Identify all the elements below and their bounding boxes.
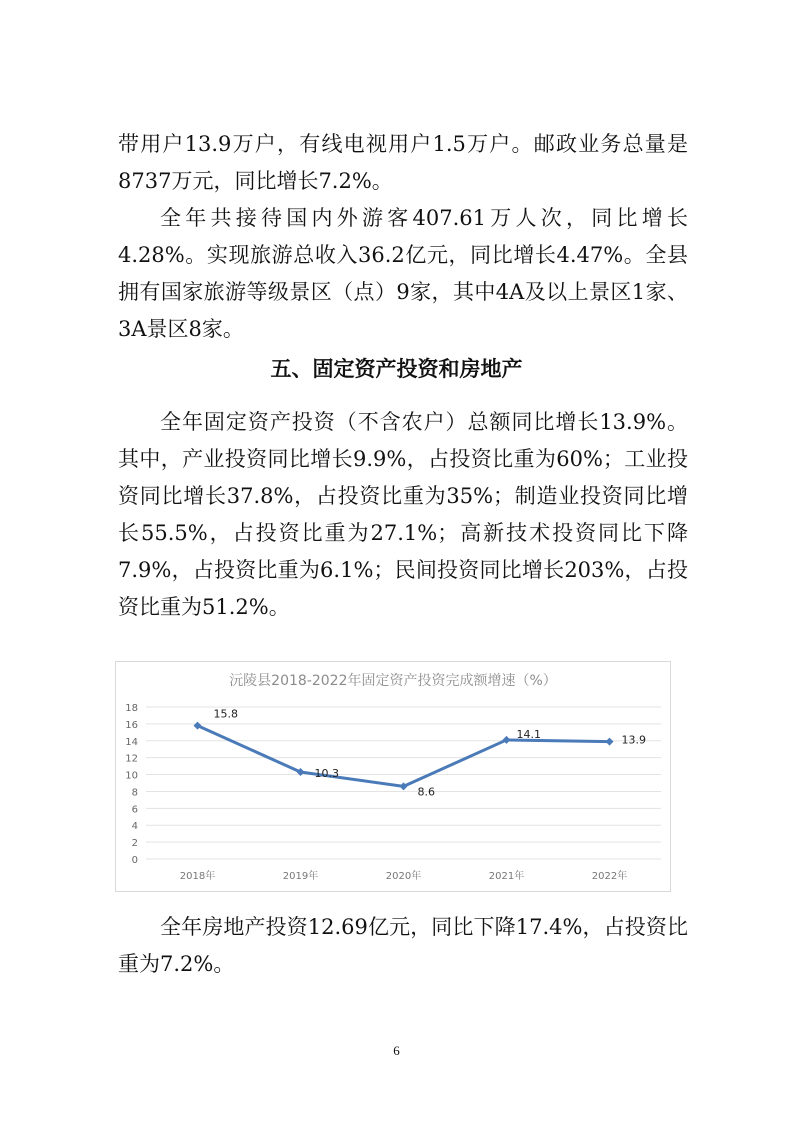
y-tick-label: 2	[131, 838, 138, 850]
paragraph-telecom: 带用户13.9万户，有线电视用户1.5万户。邮政业务总量是8737万元，同比增长7.2%。	[118, 132, 688, 193]
data-label: 8.6	[417, 785, 435, 799]
y-tick-label: 6	[131, 804, 138, 816]
paragraph-real-estate: 全年房地产投资12.69亿元，同比下降17.4%，占投资比重为7.2%。	[118, 915, 688, 976]
data-label: 10.3	[314, 767, 339, 781]
y-tick-label: 12	[125, 753, 138, 765]
chart-svg	[116, 662, 670, 891]
x-tick-label: 2020年	[385, 871, 422, 882]
y-tick-label: 14	[125, 736, 138, 748]
y-tick-label: 10	[125, 770, 138, 782]
x-tick-label: 2019年	[282, 871, 319, 882]
y-tick-label: 16	[125, 719, 138, 731]
data-label: 13.9	[621, 733, 646, 747]
y-tick-label: 18	[125, 703, 138, 714]
data-point	[606, 738, 614, 746]
x-tick-label: 2022年	[591, 871, 628, 882]
chart-title: 沅陵县2018-2022年固定资产投资完成额增速（%）	[229, 673, 557, 689]
page-number: 6	[393, 1043, 400, 1058]
paragraph-tourism: 全年共接待国内外游客407.61万人次，同比增长4.28%。实现旅游总收入36.2亿元，同比增长4.47%。全县拥有国家旅游等级景区（点）9家，其中4A及以上景区1家、3A景区8家。	[118, 206, 688, 341]
x-tick-label: 2021年	[488, 871, 525, 882]
y-tick-label: 8	[131, 787, 138, 799]
section-heading: 五、固定资产投资和房地产	[270, 357, 523, 381]
y-tick-label: 4	[131, 821, 138, 833]
data-label: 15.8	[213, 707, 238, 721]
investment-growth-chart	[115, 661, 671, 892]
series-line	[198, 726, 610, 787]
paragraph-investment: 全年固定资产投资（不含农户）总额同比增长13.9%。其中，产业投资同比增长9.9%，占投资比重为60%；工业投资同比增长37.8%，占投资比重为35%；制造业投资同比增长55.5%，占投资比重为27.1%；高新技术投资同比下降7.9%，占投资比重为6.1%；民间投资同比增长203%，占投资比重为51.2%。	[118, 410, 688, 619]
data-label: 14.1	[516, 727, 541, 741]
y-tick-label: 0	[131, 855, 138, 866]
x-tick-label: 2018年	[179, 871, 216, 882]
